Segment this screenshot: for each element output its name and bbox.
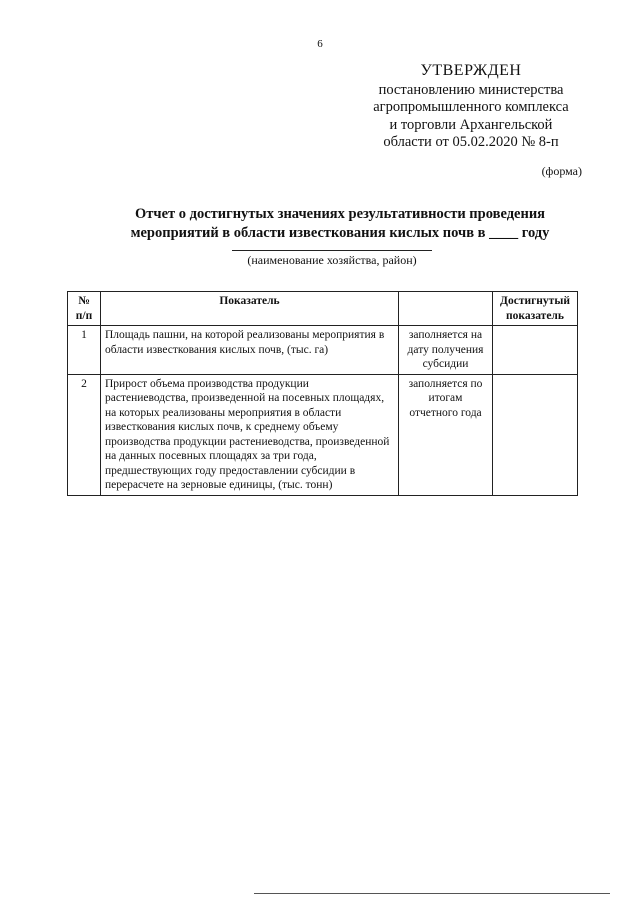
row-note: заполняется на дату получения субсидии xyxy=(399,326,493,375)
approval-line: и торговли Архангельской xyxy=(389,116,553,133)
report-table xyxy=(67,291,578,496)
table-header-row xyxy=(68,292,578,326)
approval-block xyxy=(356,62,586,152)
approval-heading: УТВЕРЖДЕН xyxy=(420,62,522,79)
row-note: заполняется по итогам отчетного года xyxy=(399,374,493,495)
table-row xyxy=(68,374,578,495)
footer-rule xyxy=(254,893,610,894)
header-num: № п/п xyxy=(68,292,101,326)
title-line-1: Отчет о достигнутых значениях результативности проведения xyxy=(134,206,546,222)
row-num: 1 xyxy=(68,326,101,375)
table-row xyxy=(68,326,578,375)
title-line-2: мероприятий в области известкования кислых почв в ____ году xyxy=(130,225,550,241)
approval-line: постановлению министерства xyxy=(378,81,564,98)
row-num: 2 xyxy=(68,374,101,495)
approval-line: агропромышленного комплекса xyxy=(373,99,569,115)
page-number: 6 xyxy=(317,38,323,50)
farm-name-fill-line xyxy=(232,250,432,251)
header-achieved: Достигнутый показатель xyxy=(493,292,578,326)
header-note xyxy=(399,292,493,326)
row-indicator: Площадь пашни, на которой реализованы мероприятия в области известкования кислых почв, (тыс. га) xyxy=(101,326,399,375)
farm-name-hint: (наименование хозяйства, район) xyxy=(247,253,417,267)
approval-line: области от 05.02.2020 № 8-п xyxy=(383,134,559,150)
row-indicator: Прирост объема производства продукции растениеводства, произведенной на посевных площадях, на которых реализованы мероприятия в области известкования кислых почв, к среднему объему производства продукции растениеводства, произведенной на данных посевных площадях за три года, предшествующих году предоставлении субсидии в перерасчете на зерновые единицы, (тыс. тонн) xyxy=(101,374,399,495)
row-achieved xyxy=(493,326,578,375)
document-title xyxy=(60,205,620,243)
header-indicator: Показатель xyxy=(101,292,399,326)
row-achieved xyxy=(493,374,578,495)
form-label: (форма) xyxy=(541,164,582,178)
